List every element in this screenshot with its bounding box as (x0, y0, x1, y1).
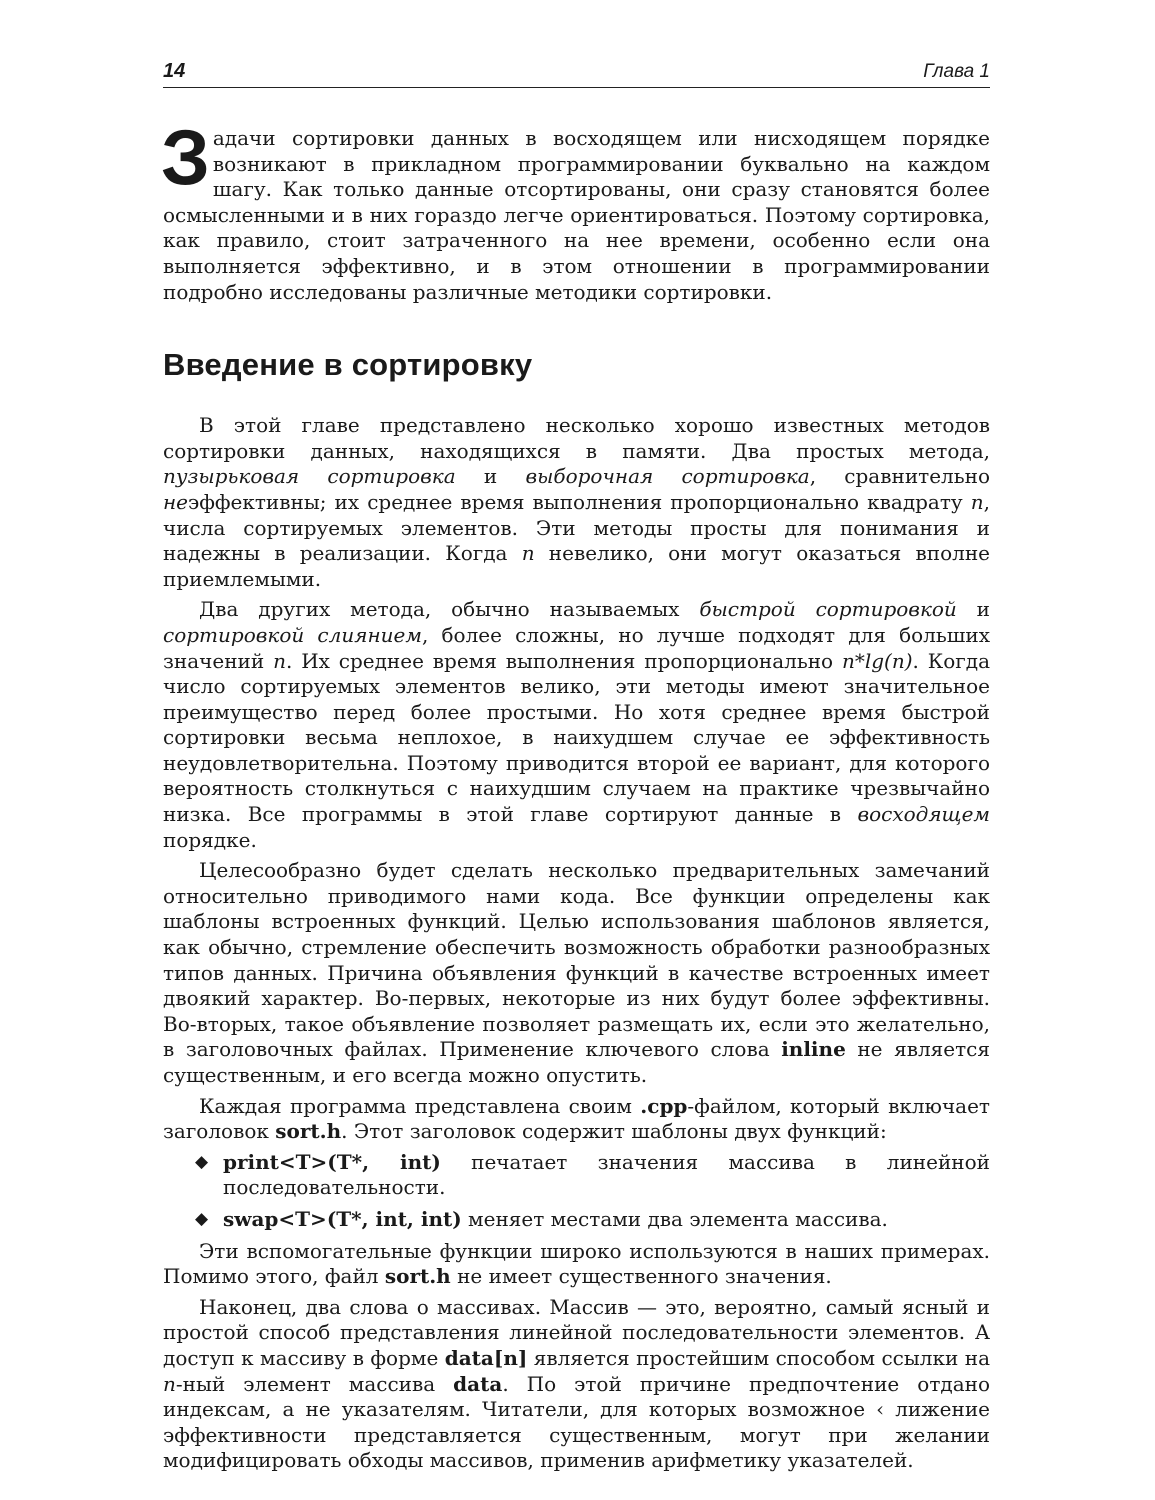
list-item (163, 1150, 990, 1201)
text-run: не имеет существенного значения. (450, 1264, 832, 1289)
text-run: эффективны; их среднее время выполнения пропорционально квадрату (188, 489, 971, 514)
variable-n: n (273, 648, 286, 673)
text-run: , сравнительно (809, 464, 991, 489)
code-sort-h: sort.h (275, 1119, 342, 1144)
term-quicksort: быстрой сортировкой (699, 597, 957, 622)
text-run: . Этот заголовок содержит шаблоны двух функций: (341, 1119, 887, 1144)
diamond-bullet-icon: ◆ (195, 1208, 209, 1229)
code-sort-h: sort.h (384, 1264, 451, 1289)
text-run: . По этой причине предпочтение отдано индексам, а не указателям. Читатели, для которых возможное ‹ лижение эффективности представляется существенным, могут при желании модифицировать обходы массивов, применив арифметику указателей. (163, 1371, 990, 1473)
text-run: невелико, они могут оказаться вполне приемлемыми. (163, 541, 990, 591)
paragraph-4 (163, 1094, 990, 1145)
page-number: 14 (163, 60, 186, 83)
diamond-bullet-icon: ◆ (195, 1151, 209, 1172)
code-cpp: .cpp (640, 1093, 688, 1118)
text-run: . Когда число сортируемых элементов велико, эти методы имеют значительное преимущество перед более простыми. Но хотя среднее время быстрой сортировки весьма неплохое, в наихудшем случае ее эффективность неудовлетворительна. Поэтому приводится второй ее вариант, для которого вероятность столкнуться с наихудшим случаем на практике чрезвычайно низка. Все программы в этой главе сортируют данные в (163, 648, 990, 827)
text-run: является простейшим способом ссылки на (527, 1345, 990, 1370)
code-swap: swap<T>(T*, int, int) (223, 1206, 462, 1231)
intro-paragraph (161, 113, 990, 305)
text-run: -ный элемент массива (175, 1371, 454, 1396)
term-selection-sort: выборочная сортировка (525, 464, 810, 489)
text-run: и (956, 597, 991, 622)
emphasis: не (163, 489, 189, 514)
keyword-inline: inline (781, 1037, 846, 1062)
paragraph-3 (163, 858, 990, 1088)
paragraph-6 (163, 1295, 990, 1474)
text-run: Целесообразно будет сделать несколько предварительных замечаний относительно приводимого нами кода. Все функции определены как шаблоны встроенных функций. Целью использования шаблонов является, как обычно, стремление обеспечить возможность обработки разнообразных типов данных. Причина объявления функций в качестве встроенных имеет двоякий характер. Во-первых, некоторые из них будут более эффективны. Во-вторых, такое объявление позволяет размещать их, если это желательно, в заголовочных файлах. Применение ключевого слова (163, 858, 990, 1062)
text-run: и (455, 464, 526, 489)
function-list (163, 1150, 990, 1233)
section-body (163, 413, 990, 1474)
text-run: Наконец, два слова о массивах. Массив — это, вероятно, самый ясный и простой способ представления линейной последовательности элементов. А доступ к массиву в форме (163, 1294, 990, 1370)
code-print: print<T>(T*, int) (223, 1149, 441, 1174)
code-data-n: data[n] (444, 1345, 528, 1370)
variable-n: n (521, 541, 535, 566)
text-run: , числа сортируемых элементов. Эти методы просты для понимания и надежны в реализации. Когда (163, 489, 990, 566)
text-run: Два других метода, обычно называемых (199, 597, 700, 622)
formula-nlgn: n*lg(n) (841, 648, 913, 673)
variable-n: n (970, 489, 984, 514)
text-run: меняет местами два элемента массива. (461, 1206, 888, 1231)
text-run: . Их среднее время выполнения пропорционально (285, 648, 842, 673)
text-run: не является существенным, и его всегда можно опустить. (163, 1037, 990, 1087)
chapter-label: Глава 1 (923, 61, 990, 83)
paragraph-1 (163, 413, 990, 592)
text-run: В этой главе представлено несколько хорошо известных методов сортировки данных, находящихся в памяти. Два простых метода, (163, 413, 990, 463)
text-run: печатает значения массива в линейной последовательности. (223, 1149, 990, 1200)
list-item (163, 1207, 990, 1233)
running-head (163, 58, 990, 88)
text-run: Эти вспомогательные функции широко используются в наших примерах. Помимо этого, файл (163, 1238, 990, 1289)
book-page (163, 58, 990, 1479)
text-run: -файлом, который включает заголовок (163, 1093, 991, 1144)
code-data: data (453, 1371, 503, 1396)
term-bubble-sort: пузырьковая сортировка (163, 464, 456, 489)
text-run: порядке. (163, 827, 257, 852)
intro-text: адачи сортировки данных в восходящем или нисходящем порядке возникают в прикладном программировании буквально на каждом шагу. Как только данные отсортированы, они сразу становятся более осмысленными и в них гораздо легче ориентироваться. Поэтому сортировка, как правило, стоит затраченного на нее времени, особенно если она выполняется эффективно, и в этом отношении в программировании подробно исследованы различные методики сортировки. (163, 126, 990, 304)
term-merge-sort: сортировкой слиянием (163, 622, 422, 647)
drop-cap: З (161, 113, 210, 201)
paragraph-2 (163, 597, 990, 853)
section-title: Введение в сортировку (163, 347, 533, 383)
paragraph-5 (163, 1239, 990, 1290)
variable-n: n (163, 1371, 176, 1396)
text-run: , более сложны, но лучше подходят для больших значений (163, 622, 990, 673)
text-run: Каждая программа представлена своим (199, 1093, 641, 1118)
emphasis: восходящем (857, 802, 990, 827)
